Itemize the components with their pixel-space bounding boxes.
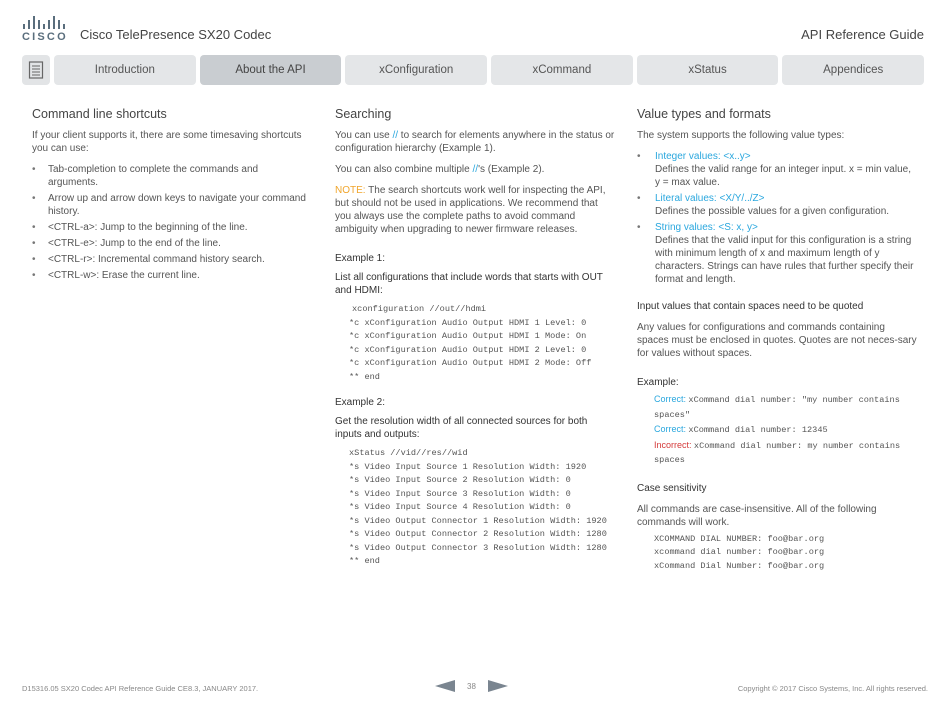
case-title: Case sensitivity: [637, 482, 707, 494]
tab-xstatus[interactable]: xStatus: [637, 55, 779, 85]
section-intro: The system supports the following value types:: [637, 130, 845, 141]
code-line: ** end: [349, 371, 380, 382]
shortcut-text: Tab-completion to complete the commands and arguments.: [48, 164, 259, 188]
cisco-logo-text: CISCO: [22, 31, 68, 43]
code-line: *s Video Output Connector 2 Resolution Width: 1280: [349, 529, 607, 539]
example-correct-2: [637, 423, 917, 438]
menu-button[interactable]: [22, 55, 50, 85]
example-label: Correct:: [654, 394, 687, 404]
section-title: Value types and formats: [637, 107, 771, 121]
page-footer: [0, 678, 950, 698]
section-intro: If your client supports it, there are some timesaving shortcuts you can use:: [32, 130, 302, 154]
shortcut-text: Jump to the beginning of the line.: [97, 222, 248, 233]
value-type-desc: Defines that the valid input for this configuration is a string with minimum length of x and maximum length of y characters. Strings can have rules that further specify their format and length.: [655, 235, 914, 285]
value-type-label: • Integer values: <x..y>: [655, 151, 751, 162]
example-label: Correct:: [654, 424, 687, 434]
guide-title: API Reference Guide: [801, 27, 924, 42]
value-type-label: • String values: <S: x, y>: [655, 222, 758, 233]
spaces-title: Input values that contain spaces need to be quoted: [637, 301, 864, 312]
code-line: *c xConfiguration Audio Output HDMI 2 Mode: Off: [349, 358, 592, 368]
value-type-desc: Defines the possible values for a given configuration.: [655, 206, 890, 217]
value-types-section: [637, 108, 917, 585]
command-line-shortcuts-section: [32, 108, 307, 285]
list-item: [32, 253, 307, 266]
next-page-icon[interactable]: [488, 680, 508, 692]
double-slash: //: [472, 164, 479, 175]
pager: [435, 680, 508, 692]
example-1-code: [335, 303, 615, 384]
value-type-label: • Literal values: <X/Y/../Z>: [655, 193, 765, 204]
list-item: [32, 163, 307, 189]
text: to search for elements anywhere in the status or configuration hierarchy (Example 1).: [335, 130, 615, 154]
shortcut-key: <CTRL-w>:: [48, 270, 100, 281]
example-correct-1: [637, 393, 917, 422]
example-code: xCommand dial number: 12345: [688, 425, 828, 435]
shortcut-text: Erase the current line.: [99, 270, 200, 281]
code-line: *c xConfiguration Audio Output HDMI 2 Level: 0: [349, 344, 587, 355]
copyright: Copyright © 2017 Cisco Systems, Inc. All rights reserved.: [737, 684, 928, 693]
value-type-string: [637, 221, 917, 286]
list-item: [32, 221, 307, 234]
main-nav: [22, 55, 924, 85]
text: 's (Example 2).: [478, 164, 545, 175]
shortcut-key: <CTRL-e>:: [48, 238, 98, 249]
search-paragraph-2: [335, 163, 615, 176]
text: You can use: [335, 130, 393, 141]
searching-section: [335, 108, 615, 581]
code-line: xcommand dial number: foo@bar.org: [654, 547, 825, 557]
previous-page-icon[interactable]: [435, 680, 455, 692]
example-incorrect: [637, 439, 917, 468]
search-paragraph-1: [335, 129, 615, 155]
note-label: NOTE:: [335, 185, 366, 196]
section-title: Searching: [335, 107, 392, 121]
example-title: Example:: [637, 377, 679, 388]
section-title: Command line shortcuts: [32, 107, 167, 121]
page-number: 38: [467, 681, 476, 691]
tab-introduction[interactable]: Introduction: [54, 55, 196, 85]
tab-appendices[interactable]: Appendices: [782, 55, 924, 85]
example-2-code: [335, 447, 615, 569]
code-line: *s Video Output Connector 1 Resolution Width: 1920: [349, 515, 607, 526]
document-list-icon: [28, 61, 44, 79]
code-line: *c xConfiguration Audio Output HDMI 1 Level: 0: [349, 317, 587, 328]
code-line: *s Video Input Source 1 Resolution Width: 1920: [349, 461, 587, 472]
note-text: The search shortcuts work well for inspecting the API, but should not be used in applications. We recommend that you always use the complete paths to avoid command ambiguity when upgrading to newer firmware releases.: [335, 185, 606, 235]
shortcuts-list: [32, 163, 307, 282]
cisco-logo: [22, 16, 66, 44]
tab-xconfiguration[interactable]: xConfiguration: [345, 55, 487, 85]
text: You can also combine multiple: [335, 164, 473, 175]
tab-xcommand[interactable]: xCommand: [491, 55, 633, 85]
search-note: [335, 184, 615, 236]
list-item: [32, 269, 307, 282]
code-line: xCommand Dial Number: foo@bar.org: [654, 560, 825, 571]
shortcut-key: <CTRL-r>:: [48, 254, 96, 265]
list-item: [32, 192, 307, 218]
example-code: xCommand dial number: "my number contains spaces": [654, 395, 900, 420]
spaces-text: Any values for configurations and commands containing spaces must be enclosed in quotes. Quotes are not neces-sary for values without spaces.: [637, 322, 917, 359]
code-line: xStatus //vid//res//wid: [349, 448, 468, 458]
product-title: Cisco TelePresence SX20 Codec: [80, 27, 272, 42]
example-label: Incorrect:: [654, 439, 692, 450]
double-slash: //: [392, 130, 399, 141]
code-line: *s Video Input Source 3 Resolution Width: 0: [349, 488, 571, 499]
code-line: xconfiguration //out//hdmi: [352, 304, 487, 314]
code-line: ** end: [349, 556, 380, 566]
code-line: *s Video Input Source 2 Resolution Width: 0: [349, 475, 571, 485]
shortcut-text: Arrow up and arrow down keys to navigate your command history.: [48, 193, 306, 217]
value-type-integer: [637, 150, 917, 189]
cisco-logo-bars-icon: [22, 16, 66, 29]
code-line: XCOMMAND DIAL NUMBER: foo@bar.org: [654, 533, 825, 544]
code-line: *s Video Input Source 4 Resolution Width: 0: [349, 502, 571, 512]
shortcut-text: Incremental command history search.: [95, 254, 265, 265]
example-1-title: Example 1:: [335, 253, 386, 264]
example-code: xCommand dial number: my number contains spaces: [654, 440, 901, 465]
code-line: *s Video Output Connector 3 Resolution Width: 1280: [349, 542, 607, 553]
page-header: [0, 0, 950, 50]
shortcut-key: <CTRL-a>:: [48, 222, 98, 233]
example-2-desc: Get the resolution width of all connected sources for both inputs and outputs:: [335, 416, 588, 440]
value-type-desc: Defines the valid range for an integer input. x = min value, y = max value.: [655, 164, 911, 188]
document-id: D15316.05 SX20 Codec API Reference Guide CE8.3, JANUARY 2017.: [22, 684, 259, 693]
case-code: [637, 533, 917, 574]
case-text: All commands are case-insensitive. All of the following commands will work.: [637, 503, 877, 528]
list-item: [32, 237, 307, 250]
tab-about-the-api[interactable]: About the API: [200, 55, 342, 85]
shortcut-text: Jump to the end of the line.: [97, 238, 221, 249]
code-line: *c xConfiguration Audio Output HDMI 1 Mode: On: [349, 331, 587, 341]
example-1-desc: List all configurations that include words that starts with OUT and HDMI:: [335, 272, 603, 296]
value-type-literal: [637, 192, 917, 218]
example-2-title: Example 2:: [335, 397, 386, 408]
